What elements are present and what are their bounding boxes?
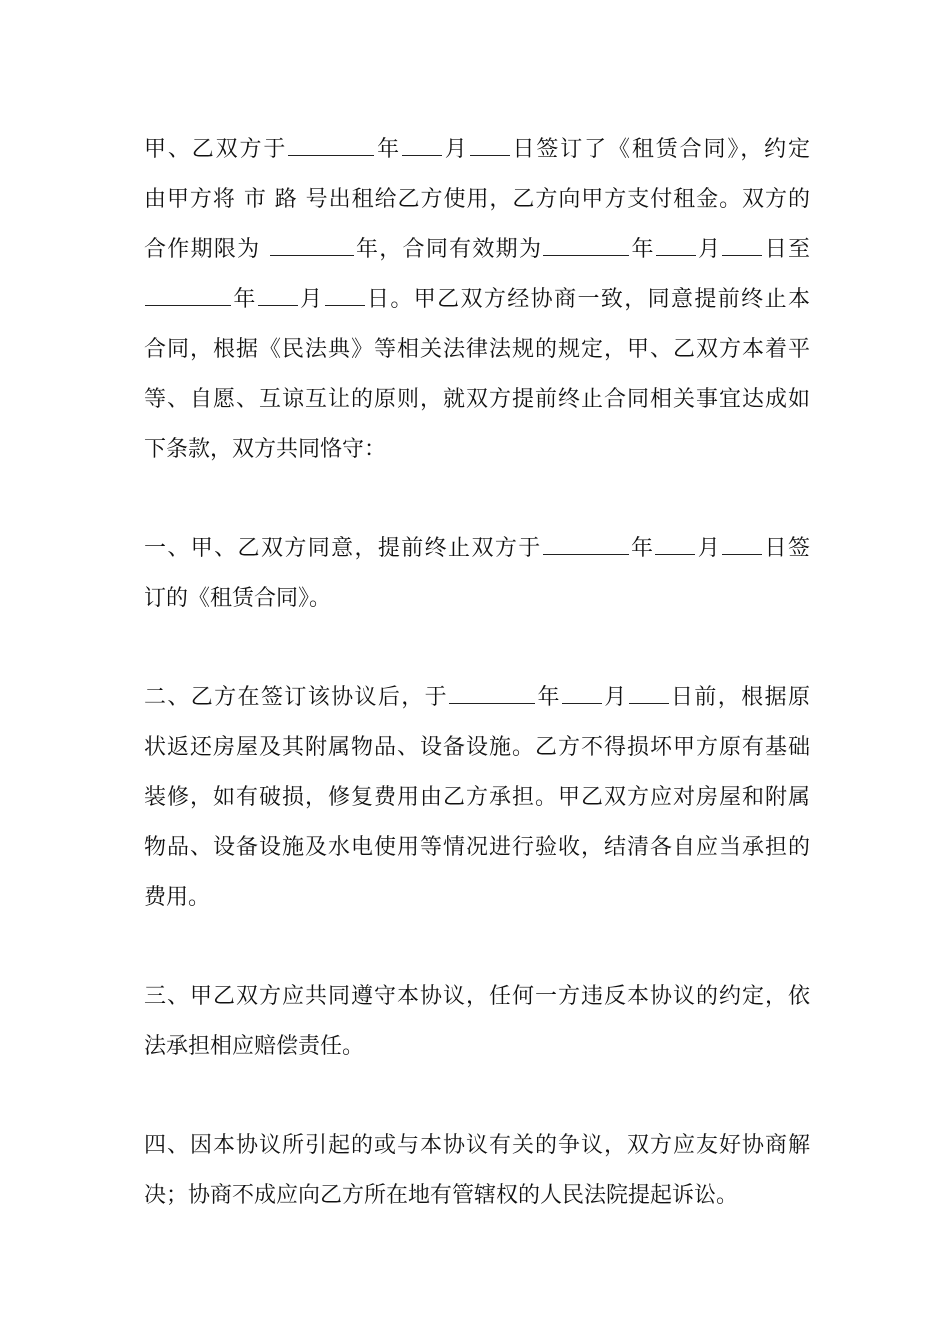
day-blank	[325, 287, 365, 306]
text-segment: 合作期限为	[144, 237, 269, 262]
text-segment: 日签订了《租赁合同》，约定	[510, 137, 810, 162]
intro-line-5	[144, 325, 810, 375]
text-segment: 决；协商不成应向乙方所在地有管辖权的人民法院提起诉讼。	[144, 1183, 739, 1208]
clause-3-line-1	[144, 972, 810, 1022]
month-blank	[656, 237, 696, 256]
text-segment: 月	[696, 536, 722, 561]
text-segment: 月	[696, 237, 722, 262]
text-segment: 状返还房屋及其附属物品、设备设施。乙方不得损坏甲方原有基础	[144, 735, 810, 760]
month-blank	[562, 685, 602, 704]
text-segment: 年	[232, 287, 257, 312]
text-segment: 等、自愿、互谅互让的原则，就双方提前终止合同相关事宜达成如	[144, 387, 810, 412]
intro-paragraph	[144, 125, 810, 475]
text-segment: 月	[442, 137, 469, 162]
text-segment: 月	[602, 685, 628, 710]
text-segment: 甲、乙双方于	[144, 137, 288, 162]
text-segment: 三、甲乙双方应共同遵守本协议，任何一方违反本协议的约定，依	[144, 984, 810, 1009]
year-blank	[145, 287, 231, 306]
year-blank	[449, 685, 535, 704]
clause-4-line-1	[144, 1121, 810, 1171]
clause-2-line-4	[144, 823, 810, 873]
text-segment: 年	[536, 685, 561, 710]
month-blank	[402, 137, 442, 156]
month-blank	[655, 536, 695, 555]
intro-line-7	[144, 425, 810, 475]
month-blank	[258, 287, 298, 306]
year-blank	[288, 137, 374, 156]
clause-1	[144, 524, 810, 624]
clause-1-line-1	[144, 524, 810, 574]
clause-4-line-2	[144, 1171, 810, 1221]
text-segment: 订的《租赁合同》。	[144, 586, 332, 611]
text-segment: 法承担相应赔偿责任。	[144, 1034, 365, 1059]
clause-4	[144, 1121, 810, 1221]
intro-line-6	[144, 375, 810, 425]
text-segment: 四、因本协议所引起的或与本协议有关的争议，双方应友好协商解	[144, 1133, 810, 1158]
clause-1-line-2	[144, 574, 810, 624]
text-segment: 年	[630, 237, 655, 262]
text-segment: 二、乙方在签订该协议后，于	[144, 685, 449, 710]
text-segment: 日前，根据原	[669, 685, 810, 710]
year-blank	[543, 237, 629, 256]
text-segment: 日签	[763, 536, 810, 561]
clause-2-line-5	[144, 873, 810, 923]
day-blank	[629, 685, 669, 704]
text-segment: 合同，根据《民法典》等相关法律法规的规定，甲、乙双方本着平	[144, 337, 810, 362]
day-blank	[722, 536, 762, 555]
intro-line-3	[144, 225, 810, 275]
text-segment: 月	[298, 287, 324, 312]
clause-3	[144, 972, 810, 1072]
clause-2-line-2	[144, 723, 810, 773]
text-segment: 装修，如有破损，修复费用由乙方承担。甲乙双方应对房屋和附属	[144, 785, 810, 810]
text-segment: 年	[375, 137, 401, 162]
text-segment: 由甲方将 市 路 号出租给乙方使用，乙方向甲方支付租金。双方的	[144, 187, 810, 212]
text-segment: 年，合同有效期为	[354, 237, 543, 262]
day-blank	[722, 237, 762, 256]
intro-line-4	[144, 275, 810, 325]
intro-line-2	[144, 175, 810, 225]
clause-3-line-2	[144, 1022, 810, 1072]
day-blank	[470, 137, 510, 156]
intro-line-1	[144, 125, 810, 175]
clause-2-line-3	[144, 773, 810, 823]
term-years-blank	[270, 237, 354, 256]
year-blank	[543, 536, 629, 555]
text-segment: 一、甲、乙双方同意，提前终止双方于	[144, 536, 542, 561]
text-segment: 年	[629, 536, 655, 561]
clause-2-line-1	[144, 673, 810, 723]
text-segment: 日至	[763, 237, 810, 262]
text-segment: 费用。	[144, 885, 211, 910]
text-segment: 下条款，双方共同恪守：	[144, 437, 387, 462]
text-segment: 物品、设备设施及水电使用等情况进行验收，结清各自应当承担的	[144, 835, 810, 860]
text-segment: 日。甲乙双方经协商一致，同意提前终止本	[365, 287, 810, 312]
clause-2	[144, 673, 810, 923]
